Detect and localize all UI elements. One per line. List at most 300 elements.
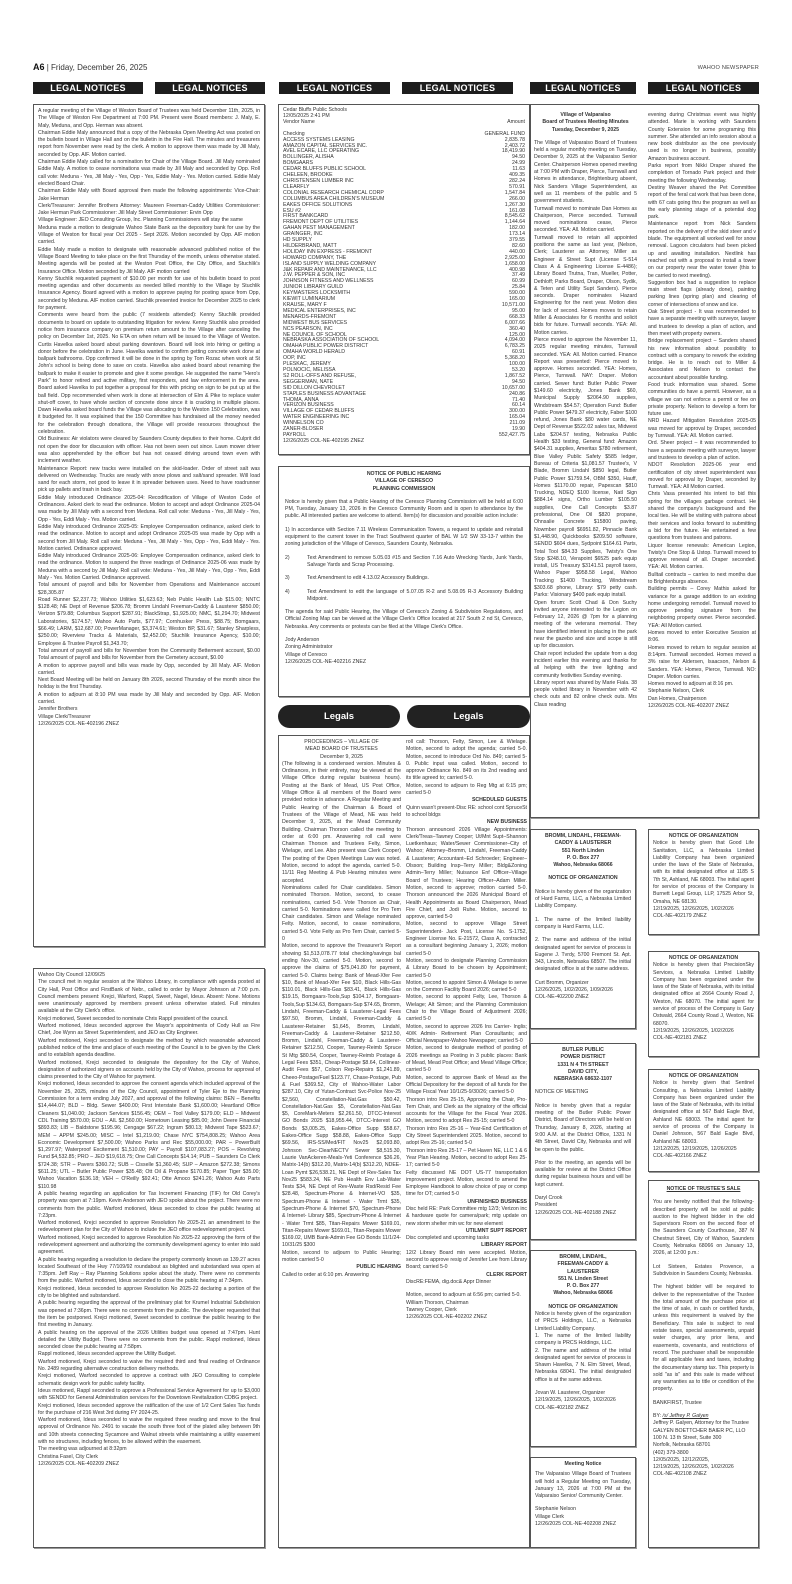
signature-line-list	[653, 1146, 754, 1161]
signature-line: Zoning Administrator	[285, 644, 333, 651]
vendor-name: GRAINGER, INC	[283, 231, 323, 238]
wahoo-paragraph: The council met in regular session at the Wahoo Library, in compliance with agenda posted at City Hall, Post Office and FirstBank of Nebr., called to order by Mayor Johnson at 7:00 p.m. Council members present: Krejci, Warford, Rappl, Sweet, Nagel, Ideus. Absent: None. Motions were unanimously approved by members present unless otherwise stated. Full minutes available at the City Clerk's office.	[38, 979, 260, 1015]
section-heading: UNFINISHED BUSINESS	[467, 1198, 527, 1205]
vendor-amount: 24.99	[512, 160, 525, 167]
vendor-name: GAHAN PEST MANAGEMENT	[283, 225, 355, 232]
vendor-amount: 360.40	[509, 325, 525, 332]
vendor-name: OMAHA PUBLIC POWER DISTRICT	[283, 343, 369, 350]
valparaiso-paragraph: Turnwall moved to nominate Dan Homes as Chairperson, Pierce seconded. Turnwall moved nominations cease, Pierce seconded. YEA: All. Motion carried.	[534, 205, 637, 234]
notice-paragraph: Notice is hereby given that Good Life Sanitation, LLC, a Nebraska Limited Liability Company has been organized under the laws of the State of Nebraska, with its initial designated office at 1185 S 7th St, Ashland, NE 68003. The initial agent for service of process of the Company is Burnett Legal Group, LLP, 17525 Arbor St, Omaha, NE 68130.	[653, 840, 754, 905]
firm-address-line: P. O. Box 277	[566, 854, 600, 861]
agenda-item: 1) In accordance with Section 7.11 Wireless Communication Towers, a request to update and reinstall equipment to the current tower in the Tract Southwest quarter of BAL W 1/2 SW 33-13-7 within the zoning jurisdiction of the Village of Ceresco, Saunders County, Nebraska.	[285, 526, 523, 548]
signature-line: COL-NE-402182 ZNEZ	[535, 1404, 589, 1411]
vendor-name: AVEL ECARE, LLC OPERATING	[283, 148, 360, 155]
section-header: LEGAL NOTICES	[648, 82, 759, 94]
vendor-name: VILLAGE OF CEDAR BLUFFS	[283, 408, 355, 415]
section-heading: PUBLIC HEARING	[356, 1264, 401, 1271]
notice-title: NOTICE OF ORGANIZATION	[668, 1073, 739, 1079]
weston-paragraph: Village Clerk/Treasurer	[38, 713, 91, 720]
vendor-amount: 379.55	[509, 237, 525, 244]
weston-paragraph: Total amount of payroll and bills for November from the Community Betterment account, $0.00 Total amount of payroll and bills for November from the Cemetery account, $0.00	[38, 647, 260, 662]
notice-paragraph: You are hereby notified that the following-described property will be sold at public auction to the highest bidder in the old Supervisors Room on the second floor of the Saunders County Courthouse, 387 N Chestnut Street, City of Wahoo, Saunders County, Nebraska 68066 on January 13, 2026, at 12:00 p.m.:	[653, 1199, 754, 1257]
butler-ppd-meeting-notice	[530, 1043, 636, 1240]
valparaiso-paragraph: Suggestion box had a suggestion to replace main street flags (already done), painting parking lines (spring plan) and clearing of corner of intersections of snow and ice.	[648, 279, 756, 308]
notice-closing: The agenda for said Public Hearing, the Village of Ceresco's Zoning & Subdivision Regulations, and Official Zoning Map can be viewed at the Village Clerk's Office located at 217 South 2 nd St, Ceresco, Nebraska. Any comments or protests can be filed at the Village Clerk's Office.	[285, 609, 523, 630]
wahoo-paragraph: Christina Fasel, City Clerk	[38, 1453, 98, 1460]
vendor-amount: 25.84	[512, 284, 525, 291]
signature-line: COL-NE-402181 ZNEZ	[653, 1035, 707, 1042]
mead-paragraph: 12/2 Library Board min were accepted. Motion, second to approve resig of Jennifer Lee from Library Board; carried 5-0	[406, 1249, 527, 1271]
notice-title: Meeting Notice	[564, 1461, 602, 1467]
item-number: 2)	[285, 554, 290, 561]
notice-title: NOTICE OF PUBLIC HEARING	[366, 471, 442, 477]
weston-paragraph: Jennifer Brothers	[38, 706, 78, 713]
vendor-amount: 60.14	[512, 402, 525, 409]
vendor-amount: 211.09	[509, 420, 525, 427]
valparaiso-paragraph: Chris Vasa presented his intent to bid this spring for the villages garbage contract. He shared the company's background and the local ties. He will be visiting with patrons about their services and looks forward to submitting a bid for the future. He entertained a few questions from trustees and patrons.	[648, 491, 756, 542]
signature-line-list	[653, 1420, 754, 1478]
wahoo-paragraph: Warford motioned, Ideus seconded to waive the required three reading and move to the final approval of Ordinance No. 2491 to vacate the south three foot of the plated alley between 9th and 10th streets connecting Sycamore and Walnut streets while maintaining a utility easement with no structures, including fences, to be allowed within the easement.	[38, 1417, 260, 1445]
signature-line-list	[535, 1390, 631, 1412]
wahoo-paragraph: 12/26/2025 COL-NE-402209 ZNEZ	[38, 1460, 120, 1467]
mead-paragraph: Called to order at 6:10 pm. Answering	[282, 1271, 369, 1278]
vendor-name: OOP, INC	[283, 355, 306, 362]
signature-line-list	[285, 637, 523, 666]
vendor-name: J&K REPAIR AND MAINTENANCE, LLC	[283, 266, 377, 273]
vendor-name: PLESKAC, JEREMY	[283, 361, 331, 368]
vendor-name: FREMONT DEPT OF UTILITIES	[283, 219, 359, 226]
vendor-amount: 2,835.78	[504, 136, 525, 143]
vendor-amount: 10,571.00	[501, 302, 525, 308]
vendor-name: KIEWIT LUMINARIUM	[283, 296, 336, 303]
signature-line: 12/19/2025, 12/26/2025, 1/02/2026	[653, 1464, 734, 1471]
weston-paragraph: Chairman Eddie Maly announced that a copy of the Nebraska Open Meeting Act was posted on the bulletin board in Village Hall and on the bulletin in the Fire Hall. The minutes and treasurers report from November were read by the clerk. A motion to approve them was made by Jill Maly, seconded by Opp. AIF. Motion carried.	[38, 129, 260, 158]
vendor-amount: 125.00	[509, 331, 525, 338]
item-number: 4)	[285, 588, 290, 595]
wahoo-paragraph: Krejci motioned, Ideus seconded approve the ratification of the use of 1/2 Cent Sales Tax funds for the purchase of 216 West 3rd during FY 2024-25.	[38, 1402, 260, 1416]
vendor-name: STAPLES BUSINESS ADVANTAGE	[283, 390, 367, 397]
weston-paragraph: Eddie Maly introduced Ordinance 2025-05: Employee Compensation ordinance, asked clerk to read the ordinance. Motion to accept and adopt Ordinance 2025-05 was made by Opp with a second from Jill Maly. Roll call vote: Meduna - Yes, Jill Maly - Yes, Opp - Yes, Eddi Maly - Yes. Motion carried. Ordinance approved.	[38, 523, 260, 552]
mead-paragraph: Thorson intro Res 25-17 – Pet Haven NE, LLC 1 & 6 Year Plan Hearing. Motion, second to adopt Res 25-17; carried 5-0	[406, 1147, 527, 1169]
vendor-name: J.W. PEPPER & SON, INC	[283, 272, 345, 279]
weston-paragraph: Road Runner $2,237.73; Wahoo Utilities $1,623.63; Neb Public Health Lab $15.00; NNTC $128.48; NE Dept of Revenue $206.78; Bromm Lindahl Freeman-Caddy & Lausterer $850.00; Verizon $79.88; Columbus Support $287.91; BlackStrap, $1,925.00; NMC, $1,294.70; Midwest Laboratories, $174.57; Wahoo Auto Parts, $77.97; Cornhusker Press, $88.75; Bomgaars, $66.49; LARM, $12,687.00; PowerManager, $3,374.61; Weston BP, $31.67; Stanley Sharpless, $250.00; Riverview Tracks & Materials, $2,452.00; Stuchlik Insurance Agency, $10.00; Employee & Trustee Payroll $1,343.70;	[38, 596, 260, 647]
vendor-amount: 552,427.75	[499, 431, 525, 438]
weston-paragraph: A regular meeting of the Village of Weston Board of Trustees was held December 11th, 2025, in The Village of Weston Fire Department at 7:00 PM. Present were Board members: J. Maly, E. Maly, Meduna, and Opp. Herman was absent.	[38, 108, 260, 129]
vendor-amount: 173.14	[509, 231, 525, 238]
vendor-amount: 18,419.90	[501, 148, 525, 155]
vendor-name: AMAZON CAPITAL SERVICES INC.	[283, 142, 368, 149]
vendor-name: OMAHA WORLD HERALD	[283, 349, 345, 356]
valparaiso-paragraph: Chair report included the update from a dog incident earlier this evening and thanks for all helping with the tree lighting and community festivities Sunday evening.	[534, 650, 637, 679]
vendor-name: HOLIDAY INN EXPRESS - FREMONT	[283, 248, 372, 255]
section-heading: LIBRARY REPORT	[481, 1242, 527, 1249]
vendor-amount: 409.35	[509, 172, 525, 179]
agenda-items	[285, 555, 523, 603]
vendor-name: NEBRASKA ASSOCIATION OF SCHOOL	[283, 337, 380, 344]
notice-paragraph: Notice is hereby given of the organization of PRCS Holdings, LLC, a Nebraska Limited Liability Company.	[535, 1311, 631, 1332]
vendor-amount: 82.60	[512, 242, 525, 249]
wahoo-paragraph: Warford motioned, Krejci seconded to approve Resolution No 2025-22 approving the form of the redevelopment agreement and authorizing the community development agency to enter into said agreement.	[38, 1234, 260, 1256]
wahoo-paragraph: Warford motioned, Krejci seconded to designate the depository for the City of Wahoo, designation of authorized signers on accounts held by the City of Wahoo, process for approval of claims presented to the City of Wahoo for payment.	[38, 1059, 260, 1081]
wahoo-paragraph: A public hearing regarding the approval of the preliminary plat for Krumel Industrial Subdivision was opened at 7:36pm. There were no comments from the public. The developer requested that the item be postponed. Krejci motioned, Sweet seconded to continue the public hearing to the first meeting in January.	[38, 1300, 260, 1329]
vendor-amount: 11.63	[512, 166, 525, 173]
notice-paragraph-list	[535, 1311, 631, 1384]
vendor-name: CLEARFLY	[283, 183, 310, 190]
firm-address-line: LAUSTERER	[567, 1268, 599, 1275]
mead-paragraph: Thorson intro Res 25-16 – Year-End Certification of City Street Superintendent 2025. Motion, second to adopt Res 25-16; carried 5-0	[406, 1125, 527, 1147]
item-text: Text Amendment to edit 4.13.02 Accessory Buildings.	[307, 575, 429, 582]
valparaiso-paragraph: Stephanie Nelson, Clerk	[648, 688, 704, 695]
vendor-amount: 60.99	[512, 278, 525, 285]
amount-column-header: Amount	[507, 118, 525, 125]
vendor-name: ZANER-BLOSER	[283, 426, 324, 433]
notice-title: NOTICE OF ORGANIZATION	[668, 833, 739, 839]
notice-paragraph: Notice is hereby given of the organization of Hard Farms, LLC, a Nebraska Limited Liability Company.	[535, 888, 631, 910]
firm-address-line: FREEMAN-CADDY &	[557, 1261, 609, 1268]
good-life-organization-notice	[648, 829, 759, 935]
page-number: A6	[33, 62, 45, 72]
vendor-name: MIDWEST BUS SERVICES	[283, 319, 348, 326]
vendor-name: ISLAND SUPPLY WELDING COMPANY	[283, 260, 377, 267]
vendor-name: CHRISTENSEN LUMBER INC	[283, 177, 354, 184]
signature-line: Village of Ceresco	[285, 651, 328, 658]
notice-intro: Notice is hereby given that a Public Hearing of the Ceresco Planning Commission will be held at 6:00 PM, Tuesday, January 13, 2026 in the Ceresco Community Room and is open to attendance by the public. All interested parties are welcome to attend. Item(s) for discussion and possible action include:	[285, 498, 523, 520]
weston-paragraph: Village Engineer: JEO Consulting Group, Inc. Planning Commissioners will stay the same	[38, 217, 243, 224]
signature-line-list	[535, 1506, 631, 1528]
vendor-amount: 10,657.00	[501, 384, 525, 391]
vendor-name: THOMA, ANNA	[283, 396, 319, 403]
firm-address-line: P. O. Box 277	[566, 1283, 600, 1290]
legals-header: Legals	[278, 705, 400, 728]
mead-paragraph: (The following is a condensed version. Minutes & Ordinances, in their entirety, may be viewed at the Village Office during regular business hours). Posting at the Bank of Mead, US Post Office, Village Office & all members of the Board were provided notice in advance. A Regular Meeting and Public Hearing of the Chairman & Board of Trustees of the Village of Mead, NE was held December 9, 2025, at the Mead Community Building. Chairman Thorson called the meeting to order at 6:00 pm. Answering roll call were Chairman Thorson and Trustees Felty, Simon, Wielage, and Lee. Also present was Clerk Cooper) The posting of the Open Meetings Law was noted. Motion, second to adopt the agenda, carried 5-0. 11/11 Reg Meeting & Pub Hearing minutes were accepted.	[282, 760, 401, 884]
valparaiso-paragraph: Turnwall moved to retain all appointed positions the same as last year, (Nelson, Clerk; Lausterer as Attorney, Miller as Engineer & Street Supt (License S-514 Class A & Engineering License E-4486); Library Board Trutna, Tran, Mueller, Potter, Dethloff; Parks Board, Draper, Olson, Sydik, & Teten and Utility Supt Sanders). Pierce seconds. Draper nominates Hazard Engineering for the next year. Motion dies for lack of second. Homes moves to retain Miller & Associates for 6 months and solicit bids for future. Turnwall seconds. YEA: All. Motion carries.	[534, 234, 637, 336]
notice-paragraph: Lot Sixteen, Estates Provence, a Subdivision in Saunders County, Nebraska.	[653, 1263, 754, 1277]
weston-paragraph: Next Board Meeting will be held on January 8th 2026, second Thursday of the month since the holiday is the first Thursday.	[38, 677, 260, 691]
notice-date: December 9, 2025	[320, 753, 363, 760]
signature-line: Stephanie Nelson	[535, 1506, 576, 1513]
valparaiso-paragraph: Bridge replacement project – Sanders shared his new information about possibility to contract with a company to rework the existing bridge. He is to reach out to Miller & Associates and Nelson to contact the accountant about possible funding.	[648, 338, 756, 381]
vendor-name: SEGGERMAN, NATE	[283, 378, 334, 385]
wahoo-paragraph: Wahoo City Council 12/09/25	[38, 972, 105, 978]
vendor-name: CEDAR BLUFFS PUBLIC SCHOOL	[283, 166, 367, 173]
valparaiso-paragraph: Building permits – Corey Mathis asked for variance for a garage addition to an existing home undergoing remodel. Turnwall moved to approve pending signature from the neighboring property owner. Pierce seconded. YEA: All Motion carried.	[648, 586, 756, 629]
vendor-amount: 1,144.64	[504, 219, 525, 226]
vendor-amount: 5,368.20	[504, 355, 525, 362]
vendor-name: MENARDS-FREMONT	[283, 313, 337, 320]
notice-paragraph: BANKFIRST, Trustee	[653, 1399, 702, 1406]
firm-address-line: Wahoo, Nebraska 68066	[553, 1290, 613, 1297]
weston-paragraph: Comments were heard from the public (7 residents attended): Kenny Stuchlik provided documents to board on update to outstanding litigation for review. Kenny Stuchlik also provided notice from insurance company on premium return amount to the Village after canceling the policy on December 1st, 2025. No ETA on when return will be issued to the Village of Weston. Curtis Havelka asked board about parking downtown. Board will look into hiring or getting a donor before the celebration in June. Havelka wanted to confirm getting concrete work done at ballpark bathrooms. Opp confirmed it will be done in the spring by Tom Rozac when work at St John's school is being done to save on costs. Havelka also asked board about renaming the ballpark to make it easier to promote and give it some prestige. He suggested the name "Hero's Park" to honor retired and active military, first responders, and law enforcement in the area. Board asked Havelka to put together a proposal for this with pricing on sign to be put up at the ball field. Opp recommended when work is done at intersection of Elm & Pike to replace water shut-off cover, to have whole section of concrete done since it is cracking in multiple places. Dawn Havelka asked board funds the Village was allocating to the Weston 150 Celebration, was it budgeted for. It was explained that the 150 Committee has fundraised all the money needed for the celebration through donations, the Village will provide resources throughout the celebration.	[38, 312, 260, 436]
notice-paragraph: Notice is hereby given that PrecisionSky Services, a Nebraska Limited Liability Company has been organized under the laws of the State of Nebraska, with its initial designated office at 2664 County Road J, Weston, NE 68070. The initial agent for service of process of the Company is Gary Ostwald, 2664 County Road J, Weston, NE 68070.	[653, 962, 754, 1027]
vendor-name: VERIZON BUSINESS	[283, 402, 334, 409]
vendor-name: ACCESS SYSTEMS LEASING	[283, 136, 355, 143]
firm-address-line: BROMM, LINDAHL,	[559, 1254, 607, 1260]
signature-line: COL-NE-402200 ZNEZ	[535, 994, 589, 1001]
signature-line: President	[535, 1202, 557, 1209]
vendor-amount: 37.49	[512, 272, 525, 279]
weston-paragraph: Clerk/Treasurer: Jennifer Brothers Attorney: Maureen Freeman-Caddy Utilities Commissioner: Jake Herman Park Commissioner: Jill Maly Street Commissioner: Ervin Opp	[38, 202, 260, 217]
vendor-name: BOMGAARS	[283, 160, 313, 167]
section-header: LEGAL NOTICES	[33, 82, 143, 94]
by-label: BY:	[653, 1413, 662, 1420]
signature-line: 12/12/2025, 12/19/2025, 12/26/2025	[653, 1145, 737, 1152]
page-header: A6 | Friday, December 26, 2025	[33, 62, 148, 72]
weston-paragraph-list	[38, 108, 260, 728]
wahoo-paragraph: Krejci motioned, Sweet seconded to nominate Chris Rappl president of the council.	[38, 1015, 229, 1022]
vendor-amount: 400.98	[509, 266, 525, 273]
signature-line: 12/26/2025, 1/02/2026, 1/09/2026	[535, 987, 613, 994]
firm-address-line: Wahoo, Nebraska 68066	[553, 862, 613, 869]
section-header: LEGAL NOTICES	[155, 82, 265, 94]
vendor-amount: 266.00	[509, 195, 525, 202]
valparaiso-paragraph-list	[648, 112, 756, 710]
notice-paragraph-list	[535, 889, 631, 974]
wahoo-paragraph: A public hearing on the approval of the 2026 Utilities budget was opened at 7:47pm. Hunt detailed the Utility Budget. There were no comments from the public. Rappl motioned, Ideus seconded close the public hearing at 7:58pm.	[38, 1329, 260, 1351]
vendor-name: JUNIOR LIBRARY GUILD	[283, 284, 344, 291]
prcs-holdings-organization-notice	[530, 1250, 636, 1447]
vendor-name: COLUMBUS AREA CHILDREN'S MUSEUM	[283, 195, 385, 202]
signature-line: COL-NE-402179 ZNEZ	[653, 913, 707, 920]
notice-paragraph: Notice is hereby given that a regular meeting of the Butler Public Power District, Board of Directors will be held on Thursday, January 8, 2026, starting at 9:00 A.M. at the District Office, 1331 N 4th Street, David City, Nebraska and will be open to the public.	[535, 1102, 631, 1153]
signature-line-list	[535, 1195, 631, 1217]
mead-paragraph: Tawney Cooper, Clerk	[406, 1306, 457, 1313]
vendor-amount: 590.00	[509, 290, 525, 297]
valparaiso-paragraph: Pierce moved to approve the November 11, 2025 regular meeting minutes, Turnwall seconded. YEA: All. Motion carried. Finance Report was presented: Pierce moved to approve. Homes seconded. YEA: Homes, Pierce, Turnwall. NAY: Draper. Motion carried. Sewer fund: Butler Public Power $149.60 electricity, Jones Bank $60, Municipal Supply $2064.90 supplies, Windstream $54.57; Operation Fund: Butler Public Power $479.37 electricity, Faber $100 refund, Jones Bank $80 water cards, NE Dept of Revenue $522.02 sales tax, Midwest Labs $204.57 testing, Nebraska Public Health $33 testing, General fund: Amazon $404.31 supplies, Ameritas $780 retirement, Blue Valley Public Safety $585 ledger, Bureau of Criteria $1,081.57 Trustee's, V Blade, Bromm Lindahl $850 legal, Butler Public Power $1759.54, OBM $350, Hauff, Homes $1170.00 repair, Papescan $810 Trucking, NDEQ $100 license, Natl Sign $884.14 signs, Ortho Lumber $105.50 supplies, One Call Concepts $3.87 professional, One Oil $820 propane, Ohnsalie Concrete $15800 paving, Nowmber payroll $6951.82, Pinnacle Bank $1,448.90, Quickbooks $209.50 software, SENDD $604 dues, Sydpoint $164.61 Parts, Total Tool $84.33 Supplies, Twisty's One Stop $248.10, Verapoint $6525 park equip install, US Treasury $3141.51 payroll taxes, Wahoo Paper $958.58 Legal, Wahoo Tracking $1400 Trucking, Windstream $303.68 phone, Library: $79 petty cash. Parks: Visionary $400 park equip install.	[534, 336, 637, 599]
weston-paragraph: A motion to approve payroll and bills was made by Opp, seconded by Jill Maly. AIF. Motion carried.	[38, 662, 260, 676]
notice-paragraph: Notice is hereby given that Sentinel Consulting, a Nebraska Limited Liability Company has been organized under the laws of the State of Nebraska, with its initial designated office at 567 Bald Eagle Blvd, Ashland NE 68003. The initial agent for service of process of the Company is Daniel Johnson, 567 Bald Eagle Blvd, Ashland NE 68003.	[653, 1080, 754, 1145]
issue-date: Friday, December 26, 2025	[51, 63, 148, 72]
school-name: Cedar Bluffs Public Schools	[283, 107, 347, 113]
cedar-bluffs-claims-notice	[278, 104, 530, 455]
item-text: Text Amendment to remove 5.05.03 #15 and Section 7.16 Auto Wrecking Yards, Junk Yards, Salvage Yards and Scrap Processing.	[307, 554, 523, 568]
wahoo-paragraph-list	[38, 972, 260, 1468]
valparaiso-paragraph: Destiny Weaver shared the Pet Committee report of the feral cat work that has been done, with 67 cats going thru the program as well as the early planning stage of a potential dog park.	[648, 184, 756, 221]
vendor-name: HD SUPPLY	[283, 237, 313, 244]
notice-paragraph: The Valparaiso Village Board of Trustees will hold a Regular Meeting on Tuesday, January 13, 2026 at 7:00 PM at the Valparaiso Senior/ Community Center.	[535, 1471, 631, 1500]
mead-paragraph: Disc completed and upcoming tasks	[406, 1235, 490, 1242]
mead-paragraph: Motion, second to approve the Treasurer's Report showing $1,513,078.77 total checking/savings bal ending Nov-30, carried 5-0. Motion, second to approve the claims of $75,041.80 for payment, carried 5-0. Claims being: Bank of Mead-Xfer Fee $10, Bank of Mead-Xfer Fee $10, Black Hills-Gas $110.01, Black Hills-Gas $83.41, Black Hills-Gas $19.15, Bomgaars-Tools,Sup $104.17, Bomgaars-Tools,Sup $134.63, Bomgaars-Sup $74.65, Bromm, Lindahl, Freeman-Caddy & Lausterer-Legal Fees $97.50, Bromm, Lindahl, Freeman-Caddy & Lausterer-Retainer $1,645, Bromm, Lindahl, Freeman-Caddy & Lausterer-Retainer $212.50, Bromm, Lindahl, Freeman-Caddy & Lausterer-Retainer $212.50, Cooper, Tawney-Reimb Spruce St Mtg $80.54, Cooper, Tawney-Reimb Postage & Legal Fees $351, Cheap-Postage $8.64, Collinear-Audit Fees $57, Colson Rep-Repairs $1,241.89, Cheeo-Postage/Fuel $123.77, Chase-Postage, Pub & Fuel $369.52, City of Wahoo-Water Labor $287.10, City of Yutan-Contract Svc-Police Nov-25 $2,560, Constellation-Nat.Gas $50.42, Constellation-Nat.Gas $5, Constellation-Nat.Gas $5, CoreMark-Meters $2,261.50, DTCC-Interest GO Bonds 2025 $18,955.44, DTCC-Interest GO Bonds $3,005.25, Eakes-Office Supp $58.67, Eakes-Office Supp $58.88, Eakes-Office Supp $69.56, IRS-SS/Med/FIT Nov25 $2,093.80, Johnson Svc-ClearNECTV Sewer $8,515.30, Laurie VanAckeren-Meals-Yeti Conference $36.26, Matrix-14(b) $312.20, Matrix-14(b) $312.20, NDEE-Loan Pymt $26,538.21, NE Dept of Rev-Sales Tax Nov25 $583.24, NE Pub Health Env Lab-Water Tests $34, NE Dept of Rev-Waste Rsd/Resid Fee $28.48, Spectrum-Phone & Internet-VO $35, Spectrum-Phone & Internet - Water Trmt $35, Spectrum-Phone & Internet $70, Spectrum-Phone & Internet- Library $85, Spectrum-Phone & Internet - Water Trmt $85, Titan-Repairs Mower $169.01, Titan-Repairs Mower $169.01, Titan-Repairs Mower $169.02, UMB Bank-Admin Fee GO Bonds 11/1/24-10/31/25 $300	[282, 943, 401, 1249]
vendor-amount: 570.91	[509, 183, 525, 190]
item-number: 3)	[285, 575, 290, 582]
notice-title: NOTICE OF ORGANIZATION	[548, 875, 618, 882]
vendor-name: KRAUSE, MARY F	[283, 302, 327, 308]
section-heading: SCHEDULED GUESTS	[471, 797, 527, 804]
mead-paragraph: William Thorson, Chairman	[406, 1299, 469, 1306]
ceresco-public-hearing-notice	[278, 466, 530, 697]
vendor-amount: 161.08	[509, 207, 525, 214]
vendor-amount: 19.90	[512, 426, 525, 433]
agenda-item	[285, 575, 523, 582]
notice-paragraph-list	[535, 1103, 631, 1189]
valparaiso-paragraph: NRD Hazard Mitigation Resolution 2025-05 was moved for approval by Draper, seconded by Turnwall. YEA: All. Motion carried.	[648, 418, 756, 440]
vendor-amount: 100.00	[509, 361, 525, 368]
vendor-name: SID DILLON CHEVROLET	[283, 384, 345, 391]
vendor-name: NCS PEARSON, INC	[283, 325, 333, 332]
notice-paragraph: 2. The name and address of the initial designated agent for service of process is Eugene J. Tvrdy, 5700 Fremont St. Apt. 343, Lincoln, Nebraska 68507. The initial designated office is at the same address.	[535, 937, 631, 973]
wahoo-paragraph: A public hearing regarding a resolution to declare the property commonly known as 139.27 acres located Southeast of the Hwy 77/109/92 roundabout as blighted and substandard was open at 7:35pm. Jeff Ray – Ray Planning Solutions spoke about the study. There were no comments from the public. Warford motioned, Ideus seconded to close the public hearing at 7:34pm.	[38, 1256, 260, 1285]
notice-code: 12/26/2025 COL-NE-402195 ZNEZ	[283, 437, 365, 444]
mead-paragraph: Motion, second to adjourn at 6:56 pm; carried 5-0.	[406, 1292, 521, 1299]
vendor-amount: 668.33	[509, 313, 525, 320]
firm-address-line: BROMM, LINDAHL, FREEMAN-	[544, 833, 622, 839]
section-heading: CLERK REPORT	[486, 1271, 527, 1278]
mead-paragraph: Motion, second to approve Bank of Mead as the Official Depository for the deposit of all funds for the Village Fiscal Year 10/1/25-9/30/26; carried 5-0	[406, 1074, 527, 1096]
weston-paragraph: Chairman Eddie Maly called for a nomination for Chair of the Village Board. Jill Maly nominated Eddie Maly. A motion to cease nominations was made by Jill Maly and seconded by Opp. Roll call vote: Meduna - Yes, Jill Maly - Yes, Opp - Yes, Eddie Maly - Yes. Motion carried. Eddie Maly elected Board Chair.	[38, 159, 260, 187]
vendor-name: CHELEEN, BROOKE	[283, 172, 333, 179]
vendor-name: ESU #2	[283, 207, 301, 214]
district-address-line: POWER DISTRICT	[560, 1054, 606, 1061]
signature-line: GALYEN BOETTCHER BAIER PC, LLO	[653, 1427, 746, 1434]
valparaiso-paragraph: Maintenance report from Nick Sanders reported on the delivery of the skid steer and v blade. The equipment all worked well for snow removal. Lagoon circulators had been picked up and awaiting installation. Nextlink has reached out with a proposal to install a tower on our property near the water tower (this to be carried to next meeting).	[648, 221, 756, 279]
valparaiso-paragraph: Open forum: Scott Chad & Don Suchy invited anyone interested to the Legion on February 12, 2026 @ 7pm for a planning meeting of the veterans memorial. They have identified interest in placing in the park near the gazebo and size and scope is still up for discussion.	[534, 599, 637, 650]
vendor-amount: 1,547.84	[504, 189, 525, 196]
notice-title: PLANNING COMMISSION	[372, 485, 436, 492]
notice-title: NOTICE OF TRUSTEE'S SALE	[666, 1186, 741, 1192]
notice-title: NOTICE OF ORGANIZATION	[668, 955, 739, 961]
wahoo-paragraph: Warford motioned, Krejci seconded to designate the method by which reasonable advanced published notice of the time and place of each meeting of the Council is to be given by the Clerk and to establish agenda deadline.	[38, 1037, 260, 1059]
weston-paragraph: Eddie Maly made a motion to designate with reasonable advanced published notice of the Village Board Meeting to take place on the first Thursday of the month, unless otherwise stated. Meeting agenda will be posted at the Weston Post Office, the City Office, and Stuchlik's Insurance Office. Motion seconded by Jill Maly. AIF motion carried	[38, 246, 260, 275]
attorney-signature: /s/ Jeffrey P. Galyen	[662, 1413, 709, 1420]
notice-title: VILLAGE OF CERESCO	[374, 478, 434, 485]
vendor-table	[283, 138, 525, 439]
report-datetime: 12/05/2025 2:41 PM	[283, 112, 330, 119]
weston-paragraph: Old Business: Air violators were cleared by Saunders County deputies to their home. Culprit did not open the door for discussion with officer. Has not been seen out since. Lawn mower driver was also apprehended by the officer but has not ceased driving around town even with inclement weather.	[38, 436, 260, 465]
mead-paragraph: Thorson announced 2026 Village Appointments: Clerk/Treas–Tawney Cooper; Ut/Mnt Supt–Shannon Luetkenhaus; Water/Sewer Commissioner–City of Wahoo; Attorney–Bromm, Lindahl, Freeman-Caddy & Lausterer; Accountant–Ed Schroeder; Engineer–Olsson; Building Insp–Terry Miller; Bldg&Zoning Admin–Terry Miller; Nuisance Enf Officer–Village Board of Trustees; Hearing Officer–Adam Miller. Motion, second to approve; motion carried 5-0. Thorson announced the 2026 Municipal Board of Health Appointments as Board Chairperson, Mead Fire Chief, and Jodi Ruhe. Motion, second to approve, carried 5-0	[406, 826, 527, 921]
signature-line-list	[653, 906, 754, 921]
mead-paragraph-list	[282, 761, 401, 1264]
newspaper-name: WAHOO NEWSPAPER	[697, 65, 759, 71]
valparaiso-paragraph: 12/26/2025 COL-NE-402207 ZNEZ	[648, 703, 730, 710]
mead-paragraph: roll call: Thorson, Felty, Simon, Lee & Wielage. Motion, second to adopt the agenda; carried 5-0. Motion, second to introduce Ord No. 849; carried 5-0. Public input was called. Motion, second to approve Ordinance No. 849 on its 2nd reading and its title agreed to; carried 5-0.	[406, 739, 527, 782]
signature-line: 12/26/2025 COL-NE-402188 ZNEZ	[535, 1209, 617, 1216]
vendor-amount: 2,403.72	[504, 142, 525, 149]
wahoo-paragraph: Krejci motioned, Ideus seconded to approve the consent agenda which included approval of the November 25, 2025, minutes of the City Council, appointment of Tyler Eje to the Planning Commission for a term ending July 2027, and approval of the following claims: BEN – Benefits $14,444.07; BLD – Bldg. Sewer $400.00; First Interstate Bank $1,600.00; Heartland Office Cleaners $1,040.00; Jackson Services $156.45; OEM – Tool Valley $179.00; ELD – Midwest CDL Training $570.00; EOU – AIL $2,560.00; Hometown Leasing $85.00; John Deere Financial $893.83; LIB – Baldstone $195.96; Cengage $67.22; Ingram $80.13; Midwest Tape $523.67; MEM – APPM $245.00; MISC – Intel $1,219.00; Chase NYC $754,808.25; Wahoo Area Economic Development $7,500.00; Wahoo Parks and Rec $55,000.00; PAR – PowerBuilt $1,297.97; Waterproof Excitement $1,510.00; PAY – Payroll $107,083.27; POS – Revolving Fund $4,532.85; PRO – JEO $19,618.75; One Call Concepts $14.14; PUB – Saunders Co Clerk $724.38; STR – Pavers $360.72; SUB – Cisselle $1,360.45; SUP – Amazon $272.38; Simons $611.25; UTL – Butler Public Power $35.48; Ott Oil & Propane $170.85; Paper Tiger $35.00; Wahoo Vacation $136.18; VEH – O'Reilly $92.41; Otte Amoco $241.26; Wahoo Auto Parts $110.98	[38, 1081, 260, 1190]
valparaiso-paragraph: Library report was shared by Marie Fiala. 38 people visited library in November with 42 check outs and 82 online check outs. Mrs Claus reading	[534, 679, 637, 708]
vendor-name: WATER ENGINEERING INC	[283, 414, 350, 421]
notice-paragraph: 2. The name and address of the initial designated agent for service of process is Shawn Havelka, 7 N. Elm Street, Mead, Nebraska 68041. The initial designated office is at the same address.	[535, 1347, 631, 1383]
valparaiso-paragraph: Food truck information was shared. Some communities do have a permit. However, as a village we can not enforce a permit or fee on private property. Nelson to develop a form for future use.	[648, 381, 756, 418]
signature-line-list	[653, 1028, 754, 1043]
wahoo-paragraph: Krejci motioned, Ideus seconded to approve Resolution No 2025-22 declaring a portion of the city to be blighted and substandard.	[38, 1285, 260, 1300]
signature-line: Village Clerk	[535, 1513, 565, 1520]
mead-paragraph: DiscRE:FEMA, dig.doc& Appr Dinner	[406, 1278, 492, 1285]
firm-address-line: 551 North Linden	[561, 847, 605, 854]
mead-board-proceedings-notice	[278, 735, 530, 1548]
valparaiso-paragraph: Homes moved to enter Executive Session at 8:06.	[648, 630, 756, 644]
signature-line: Norfolk, Nebraska 68701	[653, 1442, 711, 1449]
mead-paragraph: Motion, second to designate Planning Commission & Library Board to be chosen by Appointment; carried 5-0	[406, 957, 527, 979]
trustee-sale-notice	[648, 1180, 759, 1548]
valparaiso-paragraph: The Village of Valparaiso Board of Trustees held a regular monthly meeting on Tuesday, December 9, 2025 at the Valparaiso Senior Center. Chairperson Homes opened meeting at 7:00 PM with Draper, Pierce, Turnwall and Homes in attendance, Brightenburg absent, Nick Sanders Village Superintendent, as well as 11 members of the public and 5 government students.	[534, 139, 637, 205]
district-address-line: 1331 N 4 TH STREET	[557, 1061, 609, 1068]
vendor-name: COLONIAL RESEARCH CHEMICAL CORP	[283, 189, 384, 196]
valparaiso-paragraph: Oak Street project - It was recommended to have a separate meeting with surveyor, lawyer and trustees to develop a plan of action, and then meet with property owners.	[648, 309, 756, 337]
vendor-amount: 60.91	[512, 349, 525, 356]
signature-line: Jeffrey P. Galyen, Attorney for the Trustee	[653, 1420, 749, 1427]
weston-paragraph: Eddie Maly introduced Ordinance 2025-06: Employee Compensation ordinance, asked clerk to read the ordinance. Motion to suspend the three readings of Ordinance 2025-06 was made by Meduna with a second by Jill Maly. Roll call vote: Meduna - Yes, Jill Maly - Yes, Opp - Yes, Eddi Maly - Yes. Motion Carried. Ordinance approved.	[38, 553, 260, 581]
weston-paragraph: A motion to adjourn at 8:10 PM was made by Jill Maly and seconded by Opp. AIF. Motion carried.	[38, 691, 260, 706]
vendor-amount: 1,867.52	[504, 372, 525, 379]
weston-paragraph: Kenny Stuchlik requested payment of $10.00 per month for use of his bulletin board to post meeting agendas and other documents as needed billed monthly to the Village by Stuchlik Insurance Agency. Board agreed with a motion to approve paying for posting space from Opp, seconded by Meduna. AIF motion carried. Stuchlik presented invoice for December 2025 to clerk for payment.	[38, 275, 260, 312]
section-heading: NEW BUSINESS	[486, 819, 527, 826]
valparaiso-paragraph: Homes moved to adjourn at 8:16 pm.	[648, 681, 734, 688]
notice-title: NOTICE OF ORGANIZATION	[548, 1303, 618, 1310]
signature-line: Jovan W. Lausterer, Organizer	[535, 1390, 606, 1397]
notice-title: Village of Valparaiso	[560, 112, 611, 118]
vendor-name: WINNELSON CO	[283, 420, 324, 427]
vendor-amount: 300.00	[509, 408, 525, 415]
notice-title: NOTICE OF MEETING	[535, 1089, 589, 1096]
weston-paragraph: Maintenance Report: new tracks were installed on the skid-loader. Order of street salt was delivered on Wednesday. Trucks are ready with snow plows and salt/sand spreader. Will load sand for each storm, not good to leave it in spreader between uses. Need to have roadrunner pick up pallets and trash in back bay.	[38, 465, 260, 494]
vendor-name: NE COUNCIL OF SCHOOL	[283, 331, 347, 338]
signature-line: 12/05/2025, 12/12/2025,	[653, 1456, 710, 1463]
signature-line: 100 N. 13 th Street, Suite 300	[653, 1434, 722, 1441]
vendor-name: HOWARD COMPANY, THE	[283, 254, 347, 261]
vendor-name: HILDERBRAND, MATT	[283, 242, 337, 249]
signature-line: COL-NE-402166 ZNEZ	[653, 1153, 707, 1160]
weston-paragraph: Eddie Maly introduced Ordinance 2025-04: Recodification of Village of Weston Code of Ordinances. Asked clerk to read the ordinance. Motion to accept and adopt Ordinance 2025-04 was made by Jill Maly with a second from Meduna. Roll call vote: Meduna - Yes, Jill Maly - Yes, Opp - Yes, Eddi Maly - Yes. Motion carried.	[38, 494, 260, 523]
mead-paragraph: 12/26/2025 COL-NE-402202 ZNEZ	[406, 1314, 488, 1321]
mead-paragraph: Motion, second to approve Village Street Superintendent- Jack Post, License No. S-1752, Engineer License No. E-21572, Class A, contracted as a consultant beginning January 1, 2026; motion carried 5-0	[406, 921, 527, 957]
vendor-amount: 1,267.30	[504, 201, 525, 208]
mead-paragraph: Motion, second to adjourn to Reg Mtg at 6:15 pm; carried 5-0	[406, 782, 527, 797]
vendor-amount: 95.00	[512, 307, 525, 314]
mead-paragraph: Motion, second to approve 2026 Ins Carrier- Inglis; 40/K Admin- Retirement Plan Consultants; and Official Newspaper-Wahoo Newspaper; carried 5-0	[406, 1023, 527, 1045]
vendor-amount: 4,094.00	[504, 337, 525, 344]
district-address-line: BUTLER PUBLIC	[562, 1047, 604, 1053]
notice-paragraph: Prior to the meeting, an agenda will be available for review at the District Office during regular business hours and will be kept current.	[535, 1159, 631, 1188]
weston-paragraph: Chairman Eddie Maly with Board approval then made the following appointments: Vice-Chair: Jake Herman	[38, 188, 260, 202]
notice-paragraph: 1. The name of the limited liability company is Hard Farms, LLC.	[535, 916, 631, 930]
vendor-amount: 94.50	[512, 378, 525, 385]
signature-line: 12/19/2025, 12/26/2025, 1/02/2026	[653, 905, 734, 912]
wahoo-city-council-notice	[33, 968, 265, 1548]
vendor-amount: 53.20	[512, 366, 525, 373]
mead-paragraph: Disc held RE: Park Committee mtg 12/3; Verizon inc & hardware quote for camera/park; mtg update on new storm shelter min wc for new element	[406, 1206, 527, 1227]
vendor-amount: 440.00	[509, 248, 525, 255]
item-text: Text Amendment to edit the language of 5.07.05 R-2 and 5.08.05 R-3 Accessory Building Midpoint.	[307, 588, 523, 602]
vendor-name: MEDICAL ENTERPRISES, INC	[283, 307, 356, 314]
notice-title: Board of Trustees Meeting Minutes	[542, 119, 629, 126]
vendor-amount: 6,783.25	[504, 343, 525, 350]
precisionsky-organization-notice	[648, 951, 759, 1057]
vendor-name: FIRST BANKCARD	[283, 213, 329, 220]
firm-address-line: CADDY & LAUSTERER	[554, 840, 612, 847]
valparaiso-meeting-notice	[530, 1457, 636, 1548]
wahoo-paragraph: A public hearing regarding an application for Tax Increment Financing (TIF) for Old Corey's property was open at 7:19pm. Kevin Anderson with JEO spoke about the project. There were no comments from the public. Warford motioned, Ideus seconded to close the public hearing at 7:23pm.	[38, 1190, 260, 1219]
vendor-name: PAYROLL	[283, 431, 307, 438]
wahoo-paragraph: The meeting was adjourned at 8:32pm	[38, 1446, 127, 1453]
mead-paragraph: Motion, second to appoint Felty, Lee, Thorson & Wielage; Alt Simon; and the Planning Commission Chair to the Village Board of Adjustment 2026; carried 5-0	[406, 994, 527, 1023]
valparaiso-paragraph: Ord. Sheer project – it was recommended to have a separate meeting with surveyor, lawyer and trustees to develop a plan of action.	[648, 440, 756, 461]
signature-line-list	[535, 980, 631, 1002]
notice-paragraph: The highest bidder will be required to deliver to the representative of the Trustee the total amount of the purchase price at the time of sale, in cash or certified funds, unless this requirement is waived by the Beneficiary. This sale is subject to real estate taxes, special assessments, unpaid water charges, any prior liens, and easements, covenants, and restrictions of record. The purchaser shall be responsible for all applicable fees and taxes, including the documentary stamp tax. This property is sold "as is" and this sale is made without any warranties as to title or condition of the property.	[653, 1284, 754, 1393]
vendor-name: KEYMASTERS LOCKSMITH	[283, 290, 351, 297]
vendor-name: JOHNSON FITNESS AND WELLNESS	[283, 278, 374, 285]
firm-address-line: 551 N. Linden Street	[558, 1275, 608, 1282]
notice-paragraph-list	[653, 1199, 754, 1407]
valparaiso-paragraph: Bulltail contracts – carries to next months due to Brightenburgs absence.	[648, 571, 756, 585]
section-heading: UTILMNT SUPT REPORT	[465, 1227, 527, 1234]
agenda-item	[285, 589, 523, 604]
mead-paragraph: Motion, second to adjourn to Public Hearing; motion carried 5-0	[282, 1249, 401, 1264]
signature-line: Curt Bromm, Organizer	[535, 979, 589, 986]
valparaiso-paragraph: NDOT Resolution 2025-06 year end certification of city street superintendent was moved for approval by Draper, seconded by Turnwall. YEA: All Motion carried.	[648, 462, 756, 491]
firm-address-line-list	[535, 833, 631, 869]
vendor-amount: 71.40	[512, 396, 525, 403]
vendor-name: EAKES OFFICE SOLUTIONS	[283, 201, 353, 208]
mead-paragraph: Motion, second to designate method of posting of 2026 meetings as Posting in 3 public places: Bank of Mead, Mead Post Office; and Mead Village Office; carried 5-0	[406, 1045, 527, 1074]
